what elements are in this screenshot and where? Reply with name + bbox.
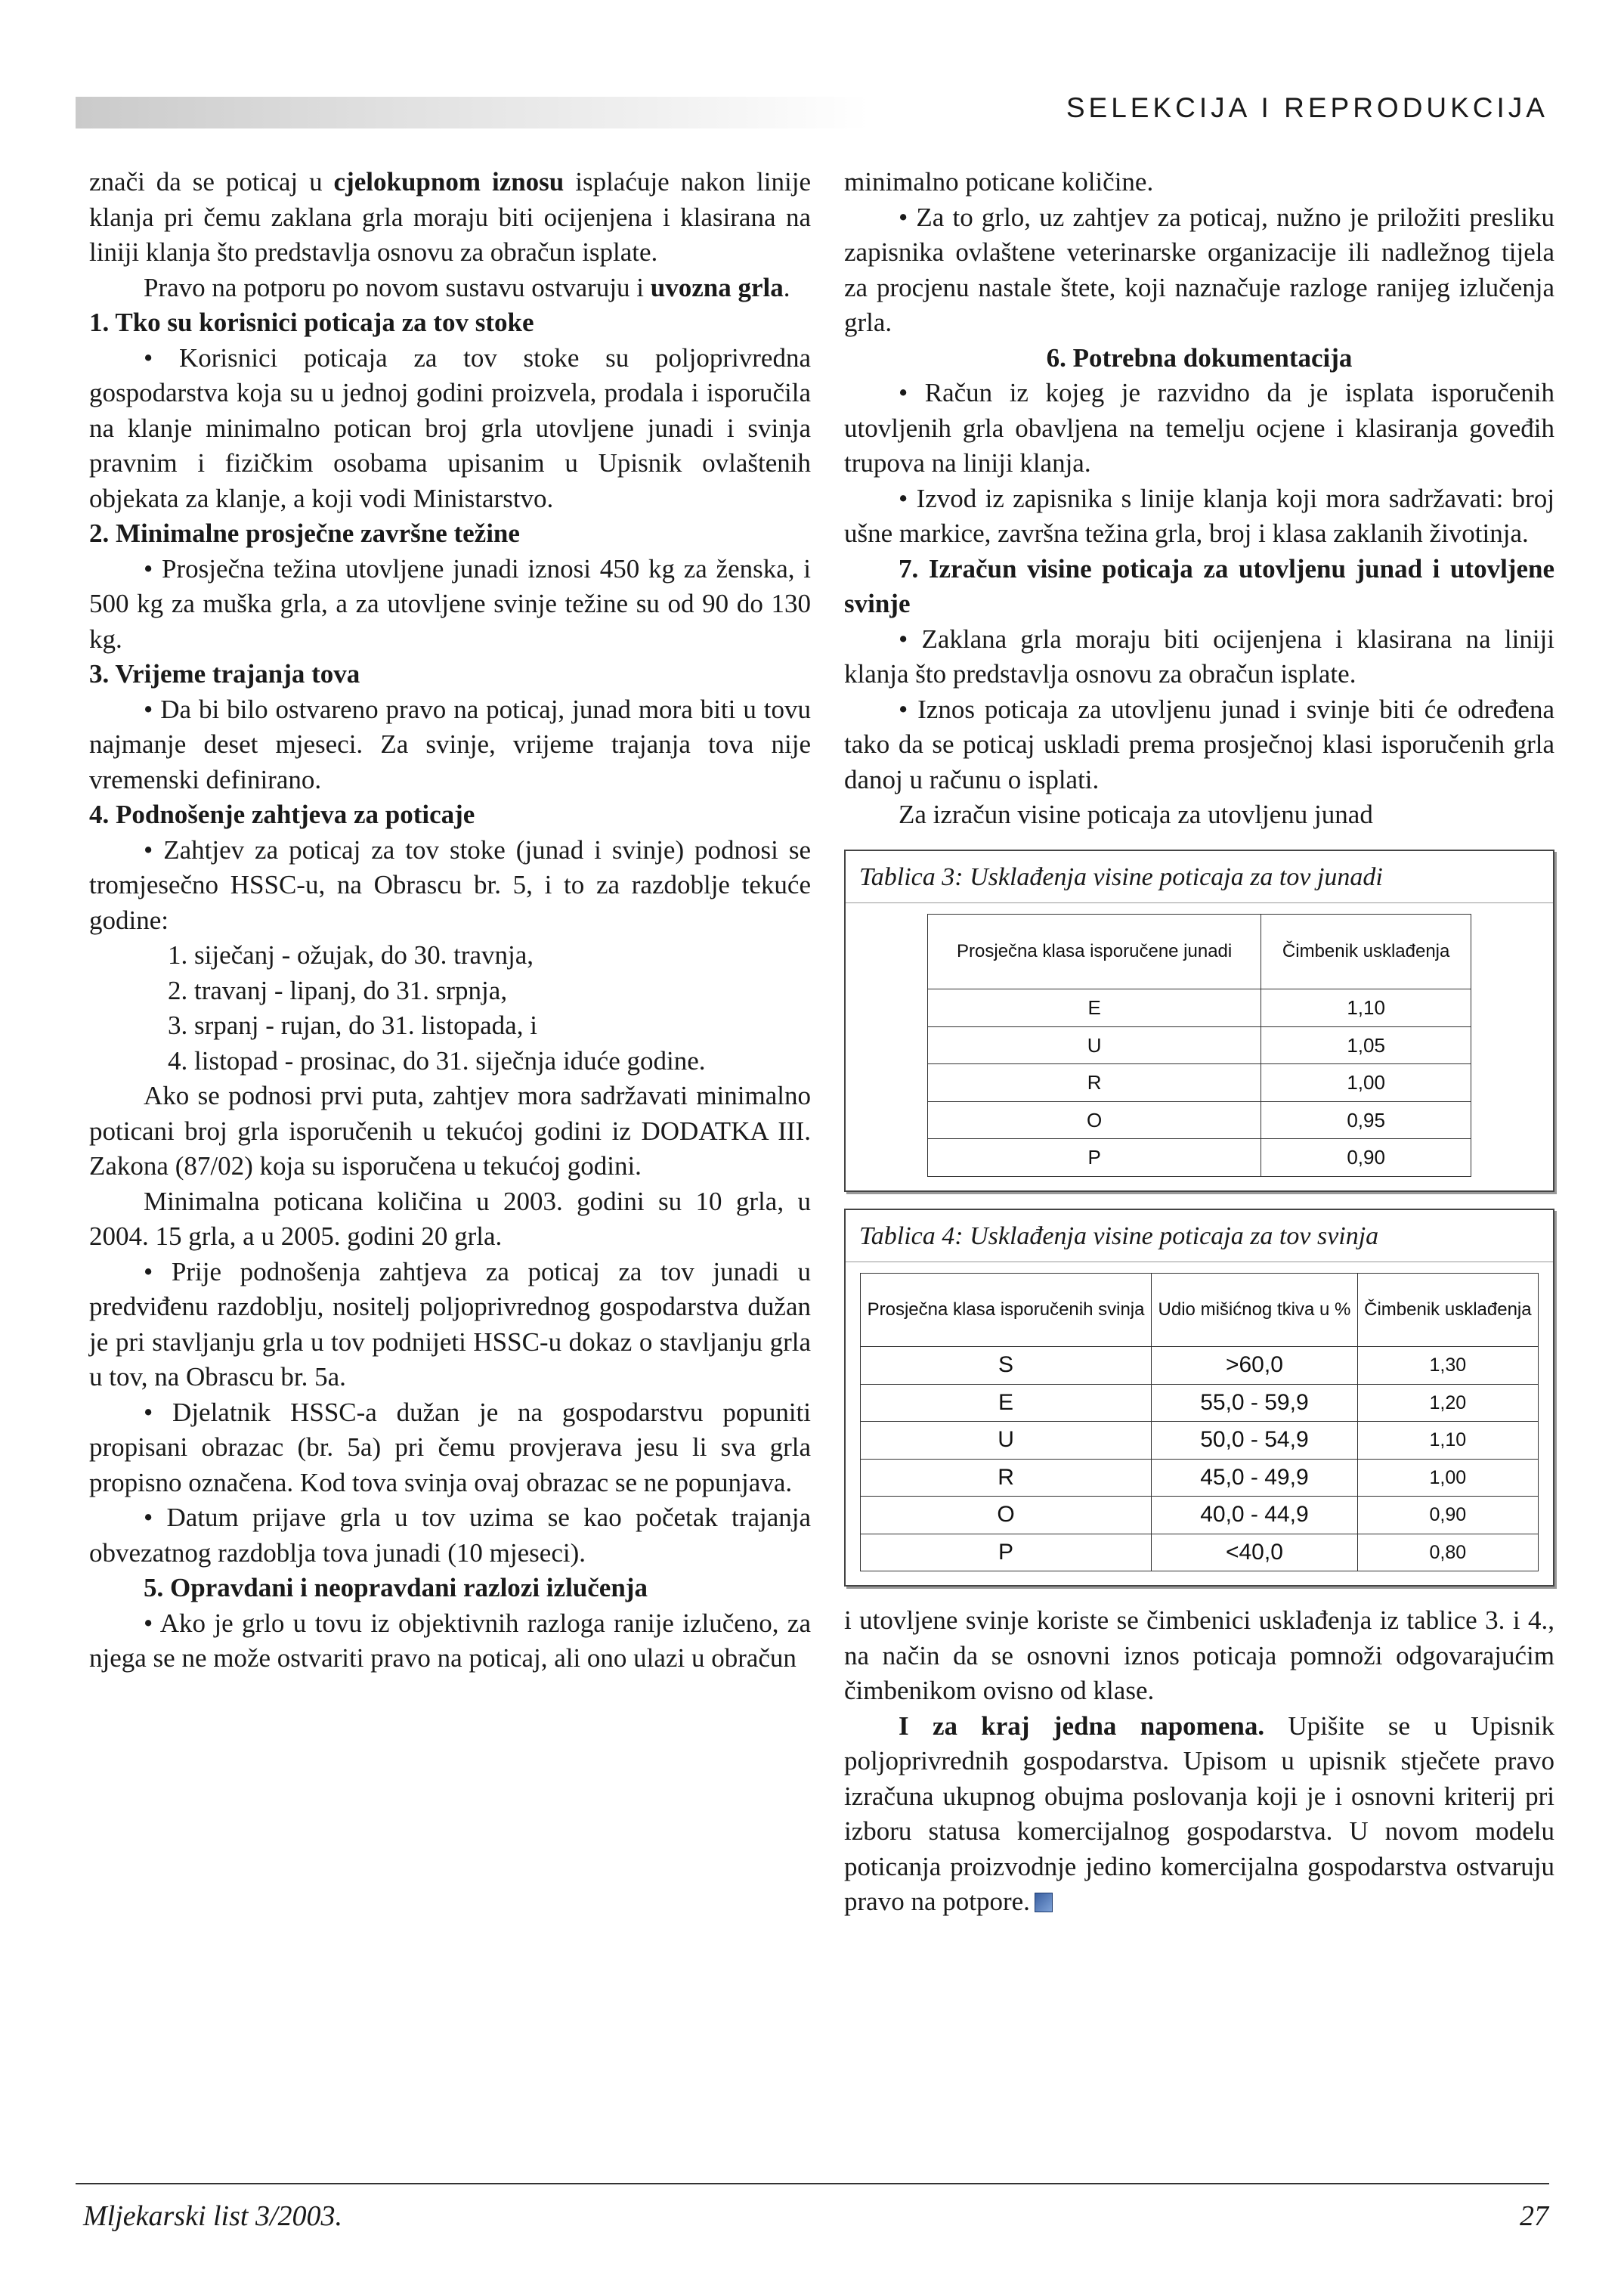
table-row	[861, 1534, 1539, 1571]
table-row	[861, 1459, 1539, 1497]
paragraph-6: Minimalna poticana količina u 2003. godini su 10 grla, u 2004. 15 grla, a u 2005. godini 20 grla.	[89, 1186, 811, 1251]
table-row	[861, 1347, 1539, 1385]
table-cell: P	[928, 1139, 1261, 1177]
journal-name: Mljekarski list 3/2003.	[83, 2200, 343, 2232]
right-paragraph-2: • Za to grlo, uz zahtjev za poticaj, nužno je priložiti presliku zapisnika ovlaštene veterinarske organizacije ili nadležnog tijela za procjenu nastale štete, koji naznačuje razloge ranijeg izlučenja grla.	[844, 202, 1554, 337]
table-row	[861, 1384, 1539, 1422]
table-3-header: Prosječna klasa isporučene junadi	[928, 915, 1261, 989]
table-4-header: Čimbenik usklađenja	[1357, 1274, 1538, 1347]
right-paragraph-8: i utovljene svinje koriste se čimbenici usklađenja iz tablice 3. i 4., na način da se osnovni iznos poticaja pomnoži odgovarajućim čimbenikom ovisno od klase.	[844, 1605, 1554, 1705]
table-cell: 50,0 - 54,9	[1152, 1422, 1358, 1460]
heading-4: 4. Podnošenje zahtjeva za poticaje	[89, 800, 475, 829]
table-row	[861, 1422, 1539, 1460]
pravo-emphasis: uvozna grla	[650, 272, 784, 302]
paragraph-2: • Prosječna težina utovljene junadi iznosi 450 kg za ženska, i 500 kg za muška grla, a za utovljene svinje težine su od 90 do 130 kg.	[89, 553, 811, 654]
paragraph-5: Ako se podnosi prvi puta, zahtjev mora sadržavati minimalno poticani broj grla isporučenih u tekućoj godini iz DODATKA III. Zakona (87/02) koja su isporučena u tekućoj godini.	[89, 1081, 811, 1181]
paragraph-8: • Djelatnik HSSC-a dužan je na gospodarstvu popuniti propisani obrazac (br. 5a) pri čemu provjerava jesu li sva grla propisno označena. Kod tova svinja ovaj obrazac se ne popunjava.	[89, 1397, 811, 1497]
heading-6: 6. Potrebna dokumentacija	[1046, 342, 1353, 373]
table-4	[860, 1273, 1539, 1571]
intro-emphasis: cjelokupnom iznosu	[333, 167, 565, 197]
right-column	[844, 165, 1554, 1920]
page-number: 27	[1520, 2200, 1548, 2232]
table-cell: 0,90	[1357, 1497, 1538, 1534]
pravo-paragraph: Pravo na potporu po novom sustavu ostvaruju i uvozna grla.	[144, 272, 790, 302]
table-row	[861, 1497, 1539, 1534]
table-cell: U	[861, 1422, 1152, 1460]
table-4-header: Prosječna klasa isporučenih svinja	[861, 1274, 1152, 1347]
header-decorative-band	[76, 97, 869, 128]
table-cell: P	[861, 1534, 1152, 1571]
deadline-list	[89, 938, 811, 1079]
table-cell: 40,0 - 44,9	[1152, 1497, 1358, 1534]
closing-emphasis: I za kraj jedna napomena.	[899, 1710, 1265, 1741]
table-cell: 0,90	[1261, 1139, 1471, 1177]
table-cell: R	[928, 1064, 1261, 1102]
table-row	[928, 1026, 1471, 1064]
list-item: 4. listopad - prosinac, do 31. siječnja iduće godine.	[168, 1045, 706, 1076]
closing-paragraph: I za kraj jedna napomena. Upišite se u Upisnik poljoprivrednih gospodarstva. Upisom u upisnik stječete pravo izračuna ukupnog obujma poslovanja koji je i osnovni kriterij pri izboru statusa komercijalnog gospodarstva. U novom modelu poticanja proizvodnje jedino komercijalna gospodarstva ostvaruju pravo na potpore.	[844, 1710, 1554, 1916]
right-paragraph-3: • Račun iz kojeg je razvidno da je isplata isporučenih utovljenih grla obavljena na temelju ocjene i klasiranja goveđih trupova na liniji klanja.	[844, 378, 1554, 478]
table-row	[928, 989, 1471, 1027]
heading-5: 5. Opravdani i neopravdani razlozi izlučenja	[144, 1573, 648, 1602]
footer-rule	[76, 2183, 1549, 2184]
heading-3: 3. Vrijeme trajanja tova	[89, 659, 360, 689]
table-row	[928, 1139, 1471, 1177]
paragraph-10: • Ako je grlo u tovu iz objektivnih razloga ranije izlučeno, za njega se ne može ostvariti pravo na poticaj, ali ono ulazi u obračun	[89, 1608, 811, 1673]
table-3-header: Čimbenik usklađenja	[1261, 915, 1471, 989]
paragraph-1: • Korisnici poticaja za tov stoke su poljoprivredna gospodarstva koja su u jednoj godini proizvela, prodala i isporučila na klanje minimalno potican broj grla utovljene junadi i svinja pravnim i fizičkim osobama upisanim u Upisnik ovlaštenih objekata za klanje, a koji vodi Ministarstvo.	[89, 342, 811, 513]
table-3	[927, 914, 1471, 1177]
table-cell: 1,30	[1357, 1347, 1538, 1385]
table-row	[928, 1064, 1471, 1102]
list-item: 1. siječanj - ožujak, do 30. travnja,	[168, 940, 534, 970]
heading-2: 2. Minimalne prosječne završne težine	[89, 519, 520, 548]
paragraph-9: • Datum prijave grla u tov uzima se kao početak trajanja obvezatnog razdoblja tova junadi (10 mjeseci).	[89, 1503, 811, 1568]
table-cell: R	[861, 1459, 1152, 1497]
table-3-box	[844, 850, 1554, 1192]
right-paragraph-6: • Iznos poticaja za utovljenu junad i svinje biti će određena tako da se poticaj uskladi prema prosječnoj klasi isporučenih grla danoj u računu o isplati.	[844, 694, 1554, 794]
right-paragraph-5: • Zaklana grla moraju biti ocijenjena i klasirana na liniji klanja što predstavlja osnovu za obračun isplate.	[844, 624, 1554, 689]
table-cell: 1,10	[1357, 1422, 1538, 1460]
table-cell: 1,00	[1357, 1459, 1538, 1497]
table-3-caption: Tablica 3: Usklađenja visine poticaja za tov junadi	[846, 851, 1553, 904]
table-cell: E	[928, 989, 1261, 1027]
table-cell: 1,00	[1261, 1064, 1471, 1102]
end-mark-icon	[1035, 1893, 1053, 1912]
heading-1: 1. Tko su korisnici poticaja za tov stoke	[89, 308, 534, 337]
table-cell: U	[928, 1026, 1261, 1064]
table-cell: >60,0	[1152, 1347, 1358, 1385]
table-cell: S	[861, 1347, 1152, 1385]
list-item: 2. travanj - lipanj, do 31. srpnja,	[168, 975, 508, 1005]
section-title: SELEKCIJA I REPRODUKCIJA	[1066, 92, 1548, 123]
table-4-caption: Tablica 4: Usklađenja visine poticaja za tov svinja	[846, 1210, 1553, 1263]
table-cell: 1,20	[1357, 1384, 1538, 1422]
table-cell: 55,0 - 59,9	[1152, 1384, 1358, 1422]
list-item: 3. srpanj - rujan, do 31. listopada, i	[168, 1011, 537, 1040]
paragraph-4: • Zahtjev za poticaj za tov stoke (junad i svinje) podnosi se tromjesečno HSSC-u, na Obrascu br. 5, i to za razdoblje tekuće godine:	[89, 834, 811, 935]
heading-7: 7. Izračun visine poticaja za utovljenu junad i utovljene svinje	[844, 553, 1554, 618]
table-cell: E	[861, 1384, 1152, 1422]
table-cell: <40,0	[1152, 1534, 1358, 1571]
table-row	[928, 1101, 1471, 1139]
table-cell: 0,95	[1261, 1101, 1471, 1139]
left-column	[89, 165, 811, 1676]
table-4-box	[844, 1209, 1554, 1587]
table-cell: O	[928, 1101, 1261, 1139]
table-4-header: Udio mišićnog tkiva u %	[1152, 1274, 1358, 1347]
intro-paragraph: znači da se poticaj u cjelokupnom iznosu isplaćuje nakon linije klanja pri čemu zaklana grla moraju biti ocijenjena i klasirana na liniji klanja što predstavlja osnovu za obračun isplate.	[89, 167, 811, 267]
table-cell: 0,80	[1357, 1534, 1538, 1571]
right-paragraph-4: • Izvod iz zapisnika s linije klanja koji mora sadržavati: broj ušne markice, završna težina grla, broj i klasa zaklanih životinja.	[844, 483, 1554, 548]
table-cell: O	[861, 1497, 1152, 1534]
table-cell: 1,05	[1261, 1026, 1471, 1064]
right-paragraph-1: minimalno poticane količine.	[844, 167, 1154, 197]
table-cell: 45,0 - 49,9	[1152, 1459, 1358, 1497]
paragraph-3: • Da bi bilo ostvareno pravo na poticaj, junad mora biti u tovu najmanje deset mjeseci. Za svinje, vrijeme trajanja tova nije vremenski definirano.	[89, 694, 811, 794]
right-paragraph-7: Za izračun visine poticaja za utovljenu junad	[899, 800, 1373, 829]
table-cell: 1,10	[1261, 989, 1471, 1027]
paragraph-7: • Prije podnošenja zahtjeva za poticaj za tov junadi u predviđenu razdoblju, nositelj poljoprivrednog gospodarstva dužan je pri stavljanju grla u tov podnijeti HSSC-u dokaz o stavljanju grla u tov, na Obrascu br. 5a.	[89, 1256, 811, 1392]
